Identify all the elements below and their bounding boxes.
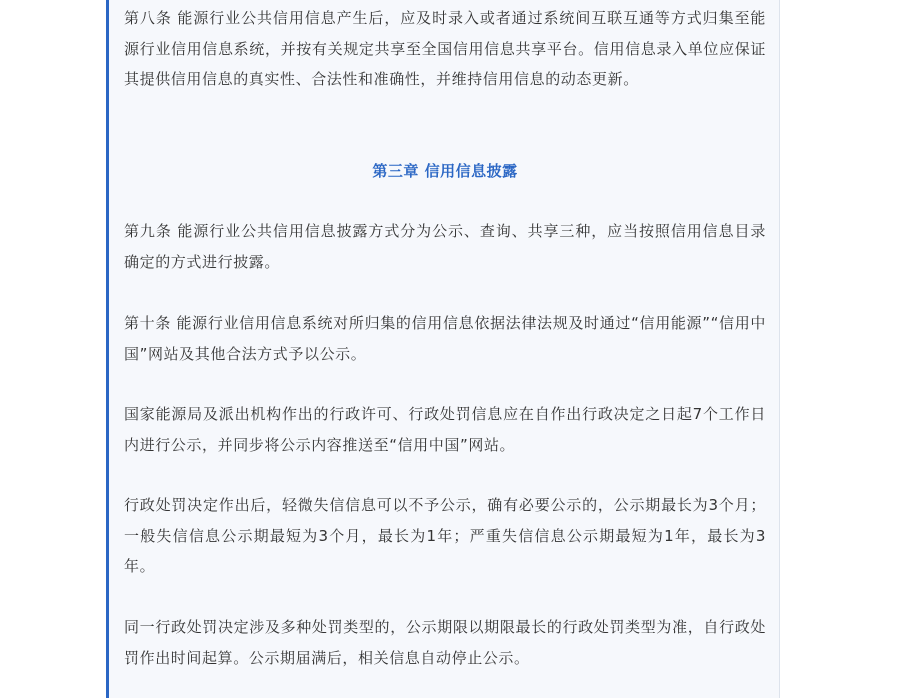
- article-panel: [106, 0, 780, 698]
- article-10-paragraph: 第十条 能源行业信用信息系统对所归集的信用信息依据法律法规及时通过“信用能源”“信用中国”网站及其他合法方式予以公示。: [124, 314, 766, 363]
- article-9-paragraph: 第九条 能源行业公共信用信息披露方式分为公示、查询、共享三种，应当按照信用信息目录确定的方式进行披露。: [124, 222, 766, 271]
- chapter-3-heading: 第三章 信用信息披露: [372, 162, 518, 180]
- multiple-penalty-paragraph: 同一行政处罚决定涉及多种处罚类型的，公示期限以期限最长的行政处罚类型为准，自行政处罚作出时间起算。公示期届满后，相关信息自动停止公示。: [124, 618, 766, 667]
- publicity-period-paragraph: 行政处罚决定作出后，轻微失信信息可以不予公示，确有必要公示的，公示期最长为3个月；一般失信信息公示期最短为3个月，最长为1年；严重失信信息公示期最短为1年，最长为3年。: [124, 496, 766, 575]
- publicity-paragraph: 国家能源局及派出机构作出的行政许可、行政处罚信息应在自作出行政决定之日起7个工作日内进行公示，并同步将公示内容推送至“信用中国”网站。: [124, 405, 766, 454]
- article-8-paragraph: 第八条 能源行业公共信用信息产生后，应及时录入或者通过系统间互联互通等方式归集至能源行业信用信息系统，并按有关规定共享至全国信用信息共享平台。信用信息录入单位应保证其提供信用信息的真实性、合法性和准确性，并维持信用信息的动态更新。: [124, 9, 766, 88]
